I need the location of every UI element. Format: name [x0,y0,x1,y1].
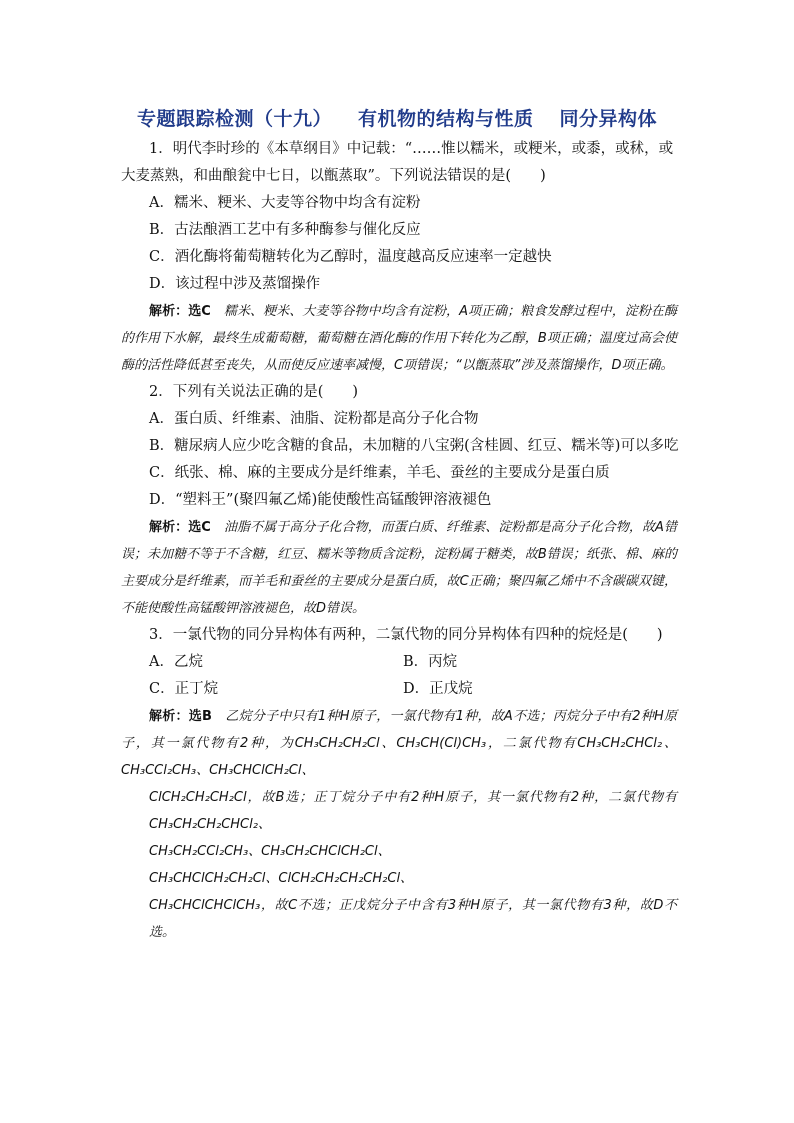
question-3-options-row-2 [121,676,677,703]
title-subtopic: 同分异构体 [559,108,658,130]
question-3-analysis-line-3: CH₃CH₂CCl₂CH₃、CH₃CH₂CHClCH₂Cl、 [149,844,391,859]
page-title [0,104,794,131]
analysis-label: 解析：选B [149,709,212,724]
analysis-text: 油脂不属于高分子化合物，而蛋白质、纤维素、淀粉都是高分子化合物，故A错误；未加糖不等于不含糖，红豆、糯米等物质含淀粉，淀粉属于糖类，故B错误；纸张、棉、麻的主要成分是纤维素，而羊毛和蚕丝的主要成分是蛋白质，故C正确；聚四氟乙烯中不含碳碳双键，不能使酸性高锰酸钾溶液褪色，故D错误。 [121,520,677,616]
question-content [121,136,677,946]
analysis-label: 解析：选C [149,520,211,535]
question-3-stem: 3．一氯代物的同分异构体有两种，二氯代物的同分异构体有四种的烷烃是( ) [149,627,663,643]
question-3-option-c: C．正丁烷 [149,681,219,697]
analysis-label: 解析：选C [149,304,211,319]
analysis-text: 糯米、粳米、大麦等谷物中均含有淀粉，A项正确；粮食发酵过程中，淀粉在酶的作用下水解，最终生成葡萄糖，葡萄糖在酒化酶的作用下转化为乙醇，B项正确；温度过高会使酶的活性降低甚至丧失，从而使反应速率减慢，C项错误；“以甑蒸取”涉及蒸馏操作，D项正确。 [121,304,677,373]
question-3-analysis-line-4: CH₃CHClCH₂CH₂Cl、ClCH₂CH₂CH₂CH₂Cl、 [149,871,414,886]
title-topic: 有机物的结构与性质 [357,108,534,130]
question-3-analysis-line-2: ClCH₂CH₂CH₂Cl，故B选；正丁烷分子中有2种H原子，其一氯代物有2种，二氯代物有CH₃CH₂CH₂CHCl₂、 [149,790,677,832]
question-3-option-d: D．正戊烷 [403,681,473,697]
question-1-option-a: A．糯米、粳米、大麦等谷物中均含有淀粉 [149,195,421,211]
question-2-option-a: A．蛋白质、纤维素、油脂、淀粉都是高分子化合物 [149,411,479,427]
question-1-option-d: D．该过程中涉及蒸馏操作 [149,276,321,292]
question-2-analysis [121,514,677,622]
question-1-stem: 1．明代李时珍的《本草纲目》中记载：“……惟以糯米，或粳米，或黍，或秫，或大麦蒸熟，和曲酿瓮中七日，以甑蒸取”。下列说法错误的是( ) [121,141,674,184]
question-3-option-a: A．乙烷 [149,654,203,670]
question-2-option-b: B．糖尿病人应少吃含糖的食品，未加糖的八宝粥(含桂圆、红豆、糯米等)可以多吃 [149,438,679,454]
question-1-option-c: C．酒化酶将葡萄糖转化为乙醇时，温度越高反应速率一定越快 [149,249,552,265]
question-1-analysis [121,298,677,379]
question-3-analysis-line-5: CH₃CHClCHClCH₃，故C不选；正戊烷分子中含有3种H原子，其一氯代物有3种，故D不选。 [149,898,677,940]
question-2-option-c: C．纸张、棉、麻的主要成分是纤维素，羊毛、蚕丝的主要成分是蛋白质 [149,465,610,481]
analysis-text: 乙烷分子中只有1种H原子，一氯代物有1种，故A不选；丙烷分子中有2种H原子，其一氯代物有2种，为CH₃CH₂CH₂Cl、CH₃CH(Cl)CH₃，二氯代物有CH₃CH₂CHCl₂、CH₃CCl₂CH₃、CH₃CHClCH₂Cl、 [121,709,677,778]
question-3-options-row-1 [121,649,677,676]
title-series: 专题跟踪检测（十九） [136,108,332,130]
question-1-option-b: B．古法酿酒工艺中有多种酶参与催化反应 [149,222,421,238]
question-3-analysis [121,703,677,784]
question-2-stem: 2．下列有关说法正确的是( ) [149,384,359,400]
question-2-option-d: D．“塑料王”(聚四氟乙烯)能使酸性高锰酸钾溶液褪色 [149,492,492,508]
question-3-option-b: B．丙烷 [403,654,458,670]
